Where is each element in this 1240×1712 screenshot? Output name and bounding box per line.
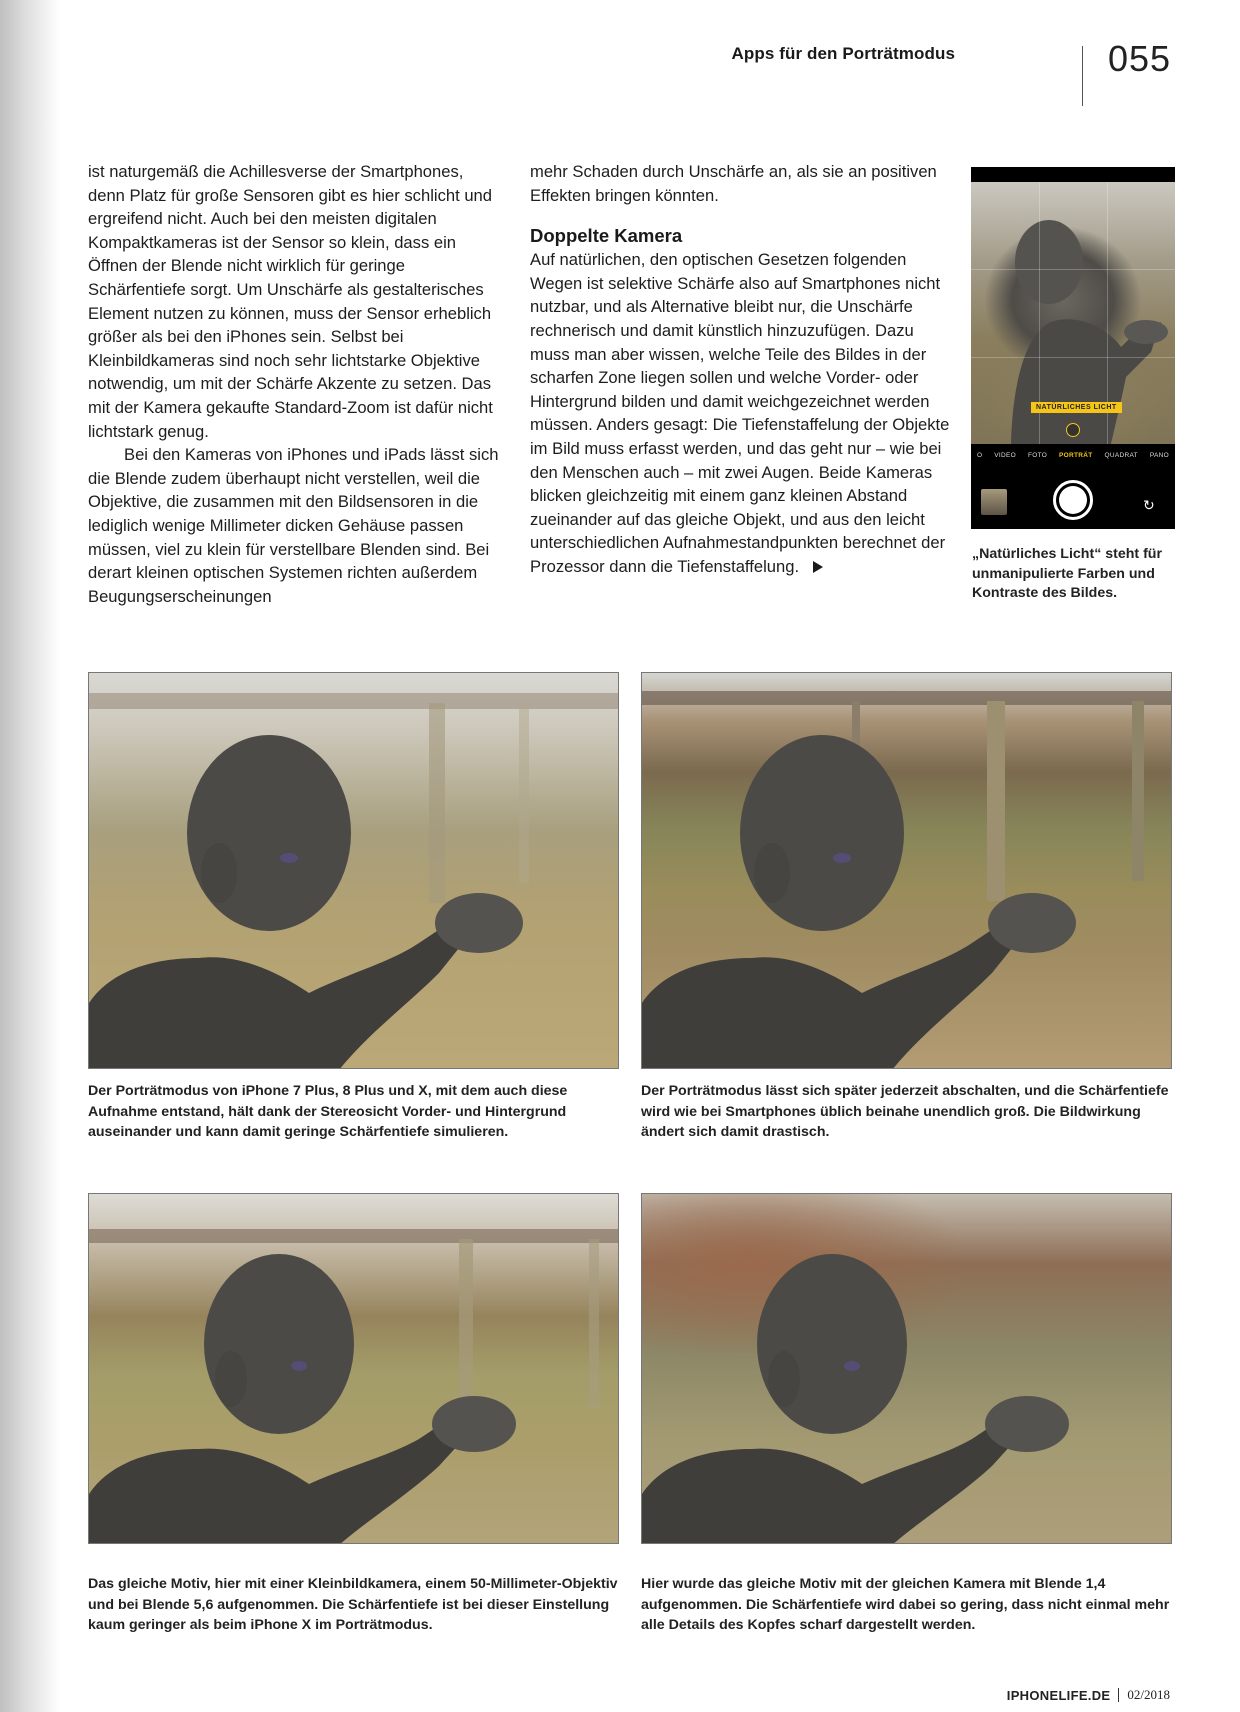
- phone-caption: „Natürliches Licht“ steht für unmanipulierte Farben und Kontraste des Bildes.: [972, 546, 1162, 602]
- mode-square[interactable]: QUADRAT: [1104, 452, 1138, 459]
- paragraph: Bei den Kameras von iPhones und iPads lässt sich die Blende zudem überhaupt nicht verstellen, weil die Objektive, die zusammen mit den Bildsensoren in die lediglich wenige Millimeter dicken Gehäuse passen müssen, viel zu klein für verstellbare Blenden sind. Bei derart kleinen optischen Systemen richten außerdem Beugungserscheinungen: [88, 445, 499, 606]
- photo-caption: Das gleiche Motiv, hier mit einer Kleinbildkamera, einem 50-Millimeter-Objektiv und bei Blende 5,6 aufgenommen. Die Schärfentiefe ist bei dieser Einstellung kaum geringer als beim iPhone X im Porträtmodus.: [88, 1576, 618, 1633]
- mode-portrait[interactable]: PORTRÄT: [1059, 452, 1093, 459]
- paragraph: ist naturgemäß die Achillesverse der Smartphones, denn Platz für große Sensoren gibt es hier schlicht und ergreifend nicht. Auch bei den meisten digitalen Kompaktkameras ist der Sensor so klein, dass ein Öffnen der Blende nicht wirklich für geringe Schärfentiefe sorgt. Um Unschärfe als gestalterisches Element nutzen zu können, muss der Sensor erheblich größer als bei den iPhones sein. Selbst bei Kleinbildkameras sind noch sehr lichtstarke Objektive notwendig, um mit der Schärfe Akzente zu setzen. Das mit der Kamera gekaufte Standard-Zoom ist dafür nicht lichtstark genug.: [88, 162, 493, 441]
- statue-figure: [642, 673, 1172, 1069]
- paragraph-text: Auf natürlichen, den optischen Gesetzen folgenden Wegen ist selektive Schärfe also auf Smartphones nicht nutzbar, und als Alternative bleibt nur, die Unschärfe rechnerisch und damit künstlich hinzuzufügen. Dazu muss man aber wissen, welche Teile des Bildes in der scharfen Zone liegen sollen und welche Vorder- oder Hintergrund bilden und damit weichgezeichnet werden müssen. Anders gesagt: Die Tiefenstaffelung der Objekte im Bild muss erfasst werden, und das geht nur – wie bei den Menschen auch – mit zwei Augen. Beide Kameras blicken gleichzeitig mit einem ganz kleinen Abstand zueinander auf das gleiche Objekt, und aus den leicht unterschiedlichen Aufnahmestandpunkten berechnet der Prozessor dann die Tiefenstaffelung.: [530, 250, 950, 576]
- camera-viewfinder: [971, 182, 1175, 444]
- photo-caption: Hier wurde das gleiche Motiv mit der gleichen Kamera mit Blende 1,4 aufgenommen. Die Schärfentiefe wird dabei so gering, dass nicht einmal mehr alle Details des Kopfes scharf dargestellt werden.: [641, 1576, 1170, 1633]
- text-column-2: [530, 160, 950, 579]
- gallery-thumbnail[interactable]: [981, 489, 1007, 515]
- paragraph: [530, 248, 950, 578]
- camera-mode-bar: [971, 452, 1175, 466]
- photo-caption: Der Porträtmodus lässt sich später jederzeit abschalten, und die Schärfentiefe wird wie bei Smartphones üblich beinahe unendlich groß. Die Bildwirkung ändert sich damit drastisch.: [641, 1083, 1169, 1140]
- footer-divider: [1118, 1688, 1119, 1702]
- statue-figure: [642, 1194, 1172, 1544]
- binding-shadow: [0, 0, 60, 1712]
- mode-item[interactable]: O: [976, 452, 983, 459]
- header-divider: [1082, 46, 1083, 106]
- statue-figure: [89, 673, 619, 1069]
- mode-pano[interactable]: PANO: [1149, 452, 1169, 459]
- photo-caption: Der Porträtmodus von iPhone 7 Plus, 8 Plus und X, mit dem auch diese Aufnahme entstand, hält dank der Stereosicht Vorder- und Hintergrund auseinander und kann damit geringe Schärfentiefe simulieren.: [88, 1083, 568, 1140]
- photo-portrait-mode: [88, 672, 619, 1069]
- subheading: Doppelte Kamera: [530, 225, 683, 247]
- text-column-1: [88, 160, 500, 608]
- page-footer: [1007, 1687, 1170, 1703]
- shutter-button[interactable]: [1053, 480, 1093, 520]
- photo-f5-6: [88, 1193, 619, 1544]
- paragraph: mehr Schaden durch Unschärfe an, als sie an positiven Effekten bringen könnten.: [530, 162, 937, 205]
- photo-f1-4: [641, 1193, 1172, 1544]
- footer-site: IPHONELIFE.DE: [1006, 1687, 1111, 1703]
- lighting-dial-icon[interactable]: [1066, 423, 1080, 437]
- grid-line: [971, 269, 1175, 270]
- iphone-camera-screenshot: [971, 167, 1175, 529]
- photo-portrait-mode-off: [641, 672, 1172, 1069]
- page-number: 055: [1108, 38, 1172, 79]
- footer-issue: 02/2018: [1127, 1687, 1170, 1702]
- mode-video[interactable]: VIDEO: [994, 452, 1016, 459]
- mode-photo[interactable]: FOTO: [1027, 452, 1048, 459]
- statue-figure: [89, 1194, 619, 1544]
- camera-switch-icon[interactable]: ↻: [1143, 497, 1155, 513]
- grid-line: [971, 357, 1175, 358]
- continue-arrow-icon: [813, 561, 823, 573]
- natural-light-badge[interactable]: NATÜRLICHES LICHT: [1031, 402, 1122, 413]
- section-title: Apps für den Porträtmodus: [731, 44, 955, 63]
